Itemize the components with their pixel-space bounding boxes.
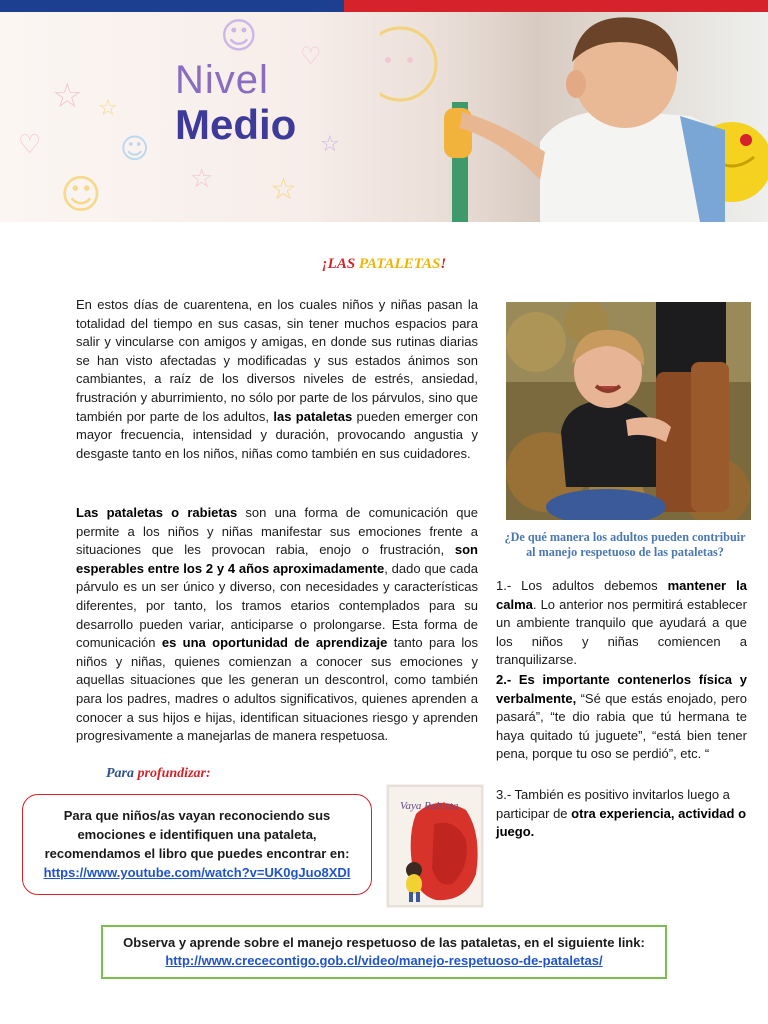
brand-logo — [175, 60, 296, 146]
rec-line-3: recomendamos el libro que puedes encontrar en: — [44, 846, 350, 861]
title-word-2: PATALETAS — [358, 256, 441, 272]
star-doodle-icon: ☆ — [270, 172, 297, 207]
rec-line-2: emociones e identifiquen una pataleta, — [77, 827, 317, 842]
heart-doodle-icon: ♡ — [18, 130, 42, 160]
tip-1 — [496, 577, 747, 670]
deeper-label-1: Para — [106, 766, 134, 781]
tip-3-text: 3.- También es positivo invitarlos luego a participar de — [496, 787, 730, 821]
child-photo — [380, 12, 768, 222]
intro-p2-text-3: tanto para los niños y niñas, quienes comienzan a conocer sus emociones y aquellas situaciones que les generan un descontrol, como también para los padres, madres o adultos significativos, quienes aprenden a conocer a sus hijos e hijas, identifican situaciones riesgo y aprenden progresivamente a manejarlas de manera respetuosa. — [76, 635, 478, 744]
intro-p2-bold-2: son esperables entre los 2 y 4 años aproximadamente — [76, 542, 478, 576]
deeper-label-2: profundizar — [137, 766, 206, 781]
intro-p2-text-1: son una forma de comunicación que permite a los niños y niñas manifestar sus emociones frente a situaciones que les provocan rabia, enojo o frustración, — [76, 505, 478, 558]
tip-3 — [496, 786, 747, 842]
intro-p2-bold-3: es una oportunidad de aprendizaje — [161, 635, 388, 651]
tip-1-text-end: . Lo anterior nos permitirá establecer un ambiente tranquilo que ayudará a que los niños y niñas comiencen a tranquilizarse. — [496, 596, 747, 668]
rec-line-1: Para que niños/as vayan reconociendo sus — [63, 808, 331, 823]
youtube-link[interactable]: https://www.youtube.com/watch?v=UK0gJuo8XDI — [43, 865, 351, 880]
tip-1-text: 1.- Los adultos debemos — [496, 578, 658, 593]
intro-p1-bold: las pataletas — [273, 408, 353, 424]
footer-link-box — [101, 925, 667, 979]
intro-p1-text: En estos días de cuarentena, en los cuales niños y niñas pasan la totalidad del tiempo en sus casas, sin tener muchos espacios para salir y vincularse con amigos y amigas, en donde sus rutinas diarias se han visto afectadas y modificadas y sus estados ánimos son cambiantes, a raíz de los diversos niveles de estrés, ansiedad, frustración y aburrimiento, no sólo por parte de los párvulos, sino que también por parte de los adultos, — [76, 297, 478, 424]
tip-3-bold: otra experiencia, actividad o juego. — [496, 805, 747, 840]
title-open-mark: ¡ — [321, 256, 328, 272]
top-color-bar — [0, 0, 768, 12]
intro-p1-text-end: pueden emerger con mayor frecuencia, intensidad y duración, provocando angustia y desgaste tanto en los niños, niñas como también en sus cuidadores. — [76, 408, 478, 461]
brand-line-1: Nivel — [175, 58, 269, 102]
footer-text: Observa y aprende sobre el manejo respetuoso de las pataletas, en el siguiente link: — [123, 935, 645, 950]
star-doodle-icon: ☆ — [320, 132, 340, 157]
tip-2 — [496, 671, 747, 764]
title-close-mark: ! — [440, 256, 447, 272]
heart-doodle-icon: ♡ — [300, 42, 322, 70]
tip-1-bold: mantener la calma — [496, 578, 747, 612]
side-question: ¿De qué manera los adultos pueden contribuir al manejo respetuoso de las pataletas? — [504, 530, 746, 559]
star-doodle-icon: ☆ — [190, 164, 214, 194]
book-cover — [386, 784, 484, 908]
smiley-doodle-icon: ☺ — [60, 172, 102, 218]
top-bar-blue — [0, 0, 344, 12]
intro-paragraph-2 — [76, 504, 478, 746]
book-recommendation-box — [22, 794, 372, 895]
header-banner — [0, 12, 768, 222]
brand-line-2: Medio — [175, 101, 297, 148]
star-doodle-icon: ☆ — [52, 76, 83, 116]
page-title — [0, 256, 768, 273]
tip-2-text: “Sé que estás enojado, pero pasará”, “te dio rabia que tú hermana te haya quitado tú juguete”, “está bien tener pena, porque tu oso se perdió”, etc. “ — [496, 690, 747, 762]
intro-paragraph-1 — [76, 296, 478, 463]
title-word-1: LAS — [327, 256, 356, 272]
smiley-doodle-icon: ☺ — [220, 16, 258, 57]
deeper-label-colon: : — [205, 766, 211, 781]
intro-p2-text-2: , dado que cada párvulo es un ser único y diverso, con necesidades y características diferentes, por tanto, los tramos etarios contemplados para su desarrollo pueden variar, anticiparse o prolongarse. Esta forma de comunicación — [76, 560, 478, 651]
top-bar-red — [344, 0, 768, 12]
smiley-doodle-icon: ☺ — [120, 132, 150, 165]
crececontigo-link[interactable]: http://www.crececontigo.gob.cl/video/manejo-respetuoso-de-pataletas/ — [165, 953, 603, 968]
deeper-label — [106, 766, 211, 782]
tip-2-bold: 2.- Es importante contenerlos física y verbalmente, — [496, 672, 747, 706]
book-title: Vaya Rabieta — [400, 800, 459, 812]
star-doodle-icon: ☆ — [98, 96, 118, 121]
intro-p2-bold-1: Las pataletas o rabietas — [76, 505, 238, 520]
tantrum-photo — [506, 302, 751, 520]
